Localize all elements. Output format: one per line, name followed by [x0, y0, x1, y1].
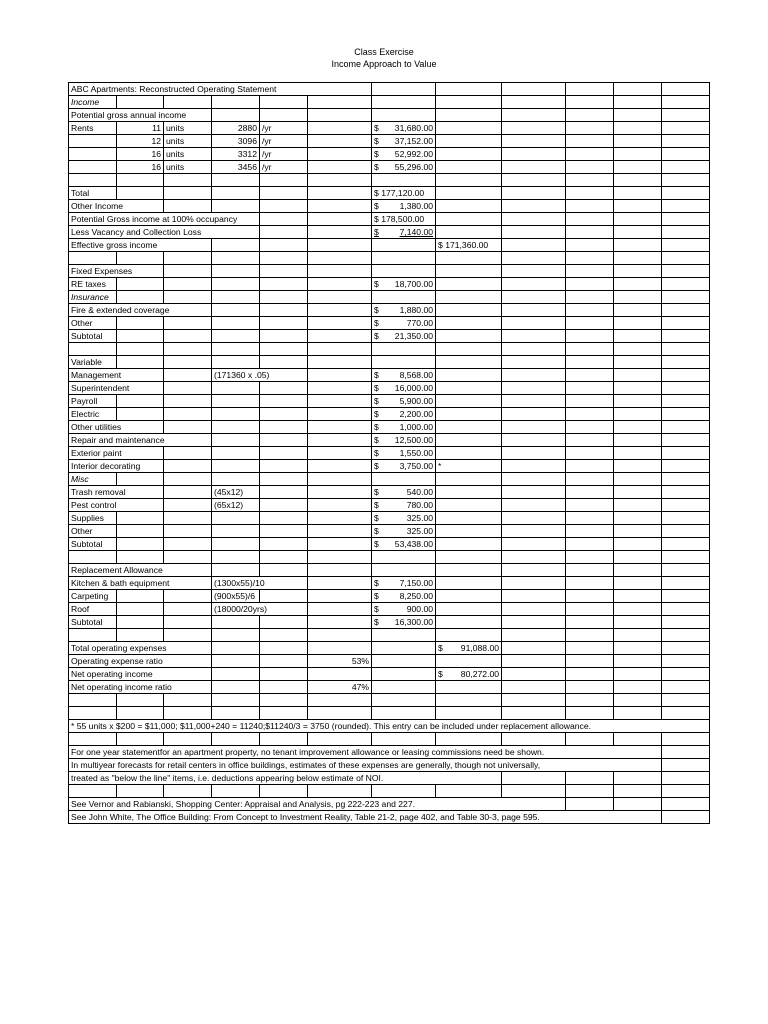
- expense-label: Interior decorating: [69, 460, 164, 473]
- expense-label: Electric: [69, 408, 117, 421]
- table-row: [69, 330, 710, 343]
- table-row: [69, 590, 710, 603]
- currency: $: [374, 591, 379, 601]
- currency: $: [374, 487, 379, 497]
- table-row: [69, 746, 710, 759]
- rents-label: Rents: [69, 122, 117, 135]
- note-paragraph: For one year statementfor an apartment property, no tenant improvement allowance or leasing commissions need be shown.: [69, 746, 662, 759]
- currency: $: [438, 669, 443, 679]
- fixed-other-amount: $ 770.00: [372, 317, 436, 330]
- noi-amount: $ 80,272.00: [436, 668, 502, 681]
- currency: $: [374, 435, 379, 445]
- table-row: [69, 603, 710, 616]
- units-count: 12: [117, 135, 164, 148]
- rent-rate: 3456: [212, 161, 260, 174]
- currency: $: [374, 123, 379, 133]
- note-paragraph: treated as "below the line" items, i.e. deductions appearing below estimate of NOI.: [69, 772, 502, 785]
- table-row: [69, 252, 710, 265]
- table-row: [69, 343, 710, 356]
- expense-label: Repair and maintenance: [69, 434, 212, 447]
- fire-coverage-label: Fire & extended coverage: [69, 304, 212, 317]
- table-row: [69, 512, 710, 525]
- currency: $: [374, 513, 379, 523]
- table-row: [69, 161, 710, 174]
- rent-amount: $ 37,152.00: [372, 135, 436, 148]
- currency: $: [374, 279, 379, 289]
- table-row: [69, 447, 710, 460]
- expense-amount: $ 1,000.00: [372, 421, 436, 434]
- expense-note: (65x12): [212, 499, 260, 512]
- currency: $: [374, 383, 379, 393]
- expense-amount: $ 16,000.00: [372, 382, 436, 395]
- total-amount: $ 177,120.00: [372, 187, 436, 200]
- expense-amount: $ 325.00: [372, 512, 436, 525]
- income-label: Income: [69, 96, 117, 109]
- pgi-label: Potential Gross income at 100% occupancy: [69, 213, 260, 226]
- expense-amount: $ 12,500.00: [372, 434, 436, 447]
- table-row: [69, 460, 710, 473]
- rent-period: /yr: [260, 148, 308, 161]
- expense-note: (18000/20yrs): [212, 603, 308, 616]
- table-row: [69, 798, 710, 811]
- table-row: [69, 486, 710, 499]
- total-operating-expenses-label: Total operating expenses: [69, 642, 212, 655]
- table-row: [69, 239, 710, 252]
- table-row: [69, 473, 710, 486]
- statement-title: ABC Apartments: Reconstructed Operating Statement: [69, 83, 372, 96]
- table-row: [69, 83, 710, 96]
- rent-amount: $ 55,296.00: [372, 161, 436, 174]
- expense-note: (1300x55)/10: [212, 577, 308, 590]
- spreadsheet: [68, 82, 698, 824]
- table-row: [69, 187, 710, 200]
- table-row: [69, 811, 710, 824]
- fixed-subtotal-amount: $ 21,350.00: [372, 330, 436, 343]
- expense-label: Other utilities: [69, 421, 164, 434]
- table-row: [69, 655, 710, 668]
- rent-amount: $ 52,992.00: [372, 148, 436, 161]
- table-row: [69, 265, 710, 278]
- expense-amount: $ 7,150.00: [372, 577, 436, 590]
- operating-statement-table: [68, 82, 710, 824]
- fixed-expenses-label: Fixed Expenses: [69, 265, 164, 278]
- units-label: units: [164, 135, 212, 148]
- expense-label: Payroll: [69, 395, 117, 408]
- table-row: [69, 538, 710, 551]
- rent-amount: $ 31,680.00: [372, 122, 436, 135]
- currency: $: [374, 617, 379, 627]
- table-row: [69, 434, 710, 447]
- expense-amount: $ 2,200.00: [372, 408, 436, 421]
- vacancy-amount: $ 7,140.00: [372, 226, 436, 239]
- note-paragraph: In multiyear forecasts for retail centers in office buildings, estimates of these expenses are generally, though not universally,: [69, 759, 662, 772]
- fire-coverage-amount: $ 1,880.00: [372, 304, 436, 317]
- currency: $: [374, 461, 379, 471]
- replacement-subtotal-label: Subtotal: [69, 616, 117, 629]
- units-label: units: [164, 122, 212, 135]
- units-count: 16: [117, 148, 164, 161]
- total-label: Total: [69, 187, 117, 200]
- other-income-amount: $ 1,380.00: [372, 200, 436, 213]
- expense-amount: $ 1,550.00: [372, 447, 436, 460]
- table-row: [69, 135, 710, 148]
- expense-amount: $ 5,900.00: [372, 395, 436, 408]
- table-row: [69, 226, 710, 239]
- currency: $: [374, 201, 379, 211]
- operating-expense-ratio-value: 53%: [308, 655, 372, 668]
- currency: $: [438, 643, 443, 653]
- currency: $: [374, 578, 379, 588]
- expense-note: (45x12): [212, 486, 260, 499]
- units-label: units: [164, 161, 212, 174]
- rent-period: /yr: [260, 135, 308, 148]
- table-row: [69, 785, 710, 798]
- page-title: Class Exercise: [354, 47, 414, 57]
- replacement-subtotal-amount: $ 16,300.00: [372, 616, 436, 629]
- rent-rate: 2880: [212, 122, 260, 135]
- reference: See Vernor and Rabianski, Shopping Center: Appraisal and Analysis, pg 222-223 and 227.: [69, 798, 566, 811]
- units-count: 11: [117, 122, 164, 135]
- expense-label: Kitchen & bath equipment: [69, 577, 212, 590]
- table-row: [69, 525, 710, 538]
- units-label: units: [164, 148, 212, 161]
- currency: $: [374, 305, 379, 315]
- expense-label: Exterior paint: [69, 447, 164, 460]
- potential-income-label: Potential gross annual income: [69, 109, 212, 122]
- table-row: [69, 109, 710, 122]
- currency: $: [374, 227, 379, 237]
- noi-ratio-label: Net operating income ratio: [69, 681, 212, 694]
- table-row: [69, 382, 710, 395]
- variable-subtotal-amount: $ 53,438.00: [372, 538, 436, 551]
- expense-label: Other: [69, 525, 117, 538]
- table-row: [69, 616, 710, 629]
- table-row: [69, 317, 710, 330]
- table-row: [69, 122, 710, 135]
- table-row: [69, 629, 710, 642]
- table-row: [69, 174, 710, 187]
- egi-amount: $ 171,360.00: [436, 239, 502, 252]
- footnote-marker: *: [436, 460, 502, 473]
- table-row: [69, 395, 710, 408]
- table-row: [69, 291, 710, 304]
- currency: $: [374, 396, 379, 406]
- footnote: * 55 units x $200 = $11,000; $11,000+240 = 11240;$11240/3 = 3750 (rounded). This entry can be included under replacement allowance.: [69, 720, 710, 733]
- rent-period: /yr: [260, 161, 308, 174]
- currency: $: [374, 162, 379, 172]
- expense-amount: $ 3,750.00: [372, 460, 436, 473]
- expense-label: Roof: [69, 603, 117, 616]
- pgi-amount: $ 178,500.00: [372, 213, 436, 226]
- currency: $: [374, 604, 379, 614]
- table-row: [69, 551, 710, 564]
- replacement-label: Replacement Allowance: [69, 564, 212, 577]
- table-row: [69, 642, 710, 655]
- expense-amount: $ 540.00: [372, 486, 436, 499]
- vacancy-label: Less Vacancy and Collection Loss: [69, 226, 260, 239]
- insurance-label: Insurance: [69, 291, 117, 304]
- operating-expense-ratio-label: Operating expense ratio: [69, 655, 212, 668]
- table-row: [69, 694, 710, 707]
- expense-amount: $ 325.00: [372, 525, 436, 538]
- total-operating-expenses-amount: $ 91,088.00: [436, 642, 502, 655]
- reference: See John White, The Office Building: From Concept to Investment Reality, Table 21-2, page 402, and Table 30-3, page 595.: [69, 811, 662, 824]
- expense-label: Supplies: [69, 512, 117, 525]
- table-row: [69, 213, 710, 226]
- currency: $: [374, 331, 379, 341]
- other-income-label: Other Income: [69, 200, 164, 213]
- rent-period: /yr: [260, 122, 308, 135]
- rent-rate: 3096: [212, 135, 260, 148]
- units-count: 16: [117, 161, 164, 174]
- table-row: [69, 564, 710, 577]
- table-row: [69, 356, 710, 369]
- expense-label: Carpeting: [69, 590, 117, 603]
- table-row: [69, 499, 710, 512]
- expense-label: Pest control: [69, 499, 164, 512]
- table-row: [69, 759, 710, 772]
- currency: $: [374, 409, 379, 419]
- table-row: [69, 421, 710, 434]
- noi-ratio-value: 47%: [308, 681, 372, 694]
- currency: $: [374, 370, 379, 380]
- rent-rate: 3312: [212, 148, 260, 161]
- variable-subtotal-label: Subtotal: [69, 538, 117, 551]
- expense-amount: $ 8,568.00: [372, 369, 436, 382]
- currency: $: [374, 318, 379, 328]
- currency: $: [374, 539, 379, 549]
- expense-label: Trash removal: [69, 486, 164, 499]
- expense-note: (900x55)/6: [212, 590, 260, 603]
- expense-label: Superintendent: [69, 382, 164, 395]
- table-row: [69, 96, 710, 109]
- fixed-subtotal-label: Subtotal: [69, 330, 117, 343]
- variable-label: Variable: [69, 356, 117, 369]
- expense-amount: $ 8,250.00: [372, 590, 436, 603]
- misc-label: Misc: [69, 473, 117, 486]
- table-row: [69, 772, 710, 785]
- currency: $: [374, 448, 379, 458]
- table-row: [69, 304, 710, 317]
- re-taxes-label: RE taxes: [69, 278, 117, 291]
- currency: $: [374, 500, 379, 510]
- page-subtitle: Income Approach to Value: [331, 59, 437, 69]
- table-row: [69, 408, 710, 421]
- table-row: [69, 668, 710, 681]
- currency: $: [374, 149, 379, 159]
- table-row: [69, 369, 710, 382]
- currency: $: [374, 136, 379, 146]
- table-row: [69, 707, 710, 720]
- expense-label: Management: [69, 369, 164, 382]
- table-row: [69, 577, 710, 590]
- table-row: [69, 733, 710, 746]
- re-taxes-amount: $ 18,700.00: [372, 278, 436, 291]
- currency: $: [374, 526, 379, 536]
- noi-label: Net operating income: [69, 668, 212, 681]
- expense-amount: $ 900.00: [372, 603, 436, 616]
- fixed-other-label: Other: [69, 317, 117, 330]
- table-row: [69, 720, 710, 733]
- currency: $: [374, 422, 379, 432]
- table-row: [69, 148, 710, 161]
- egi-label: Effective gross income: [69, 239, 212, 252]
- table-row: [69, 278, 710, 291]
- expense-amount: $ 780.00: [372, 499, 436, 512]
- expense-note: (171360 x .05): [212, 369, 308, 382]
- table-row: [69, 681, 710, 694]
- table-row: [69, 200, 710, 213]
